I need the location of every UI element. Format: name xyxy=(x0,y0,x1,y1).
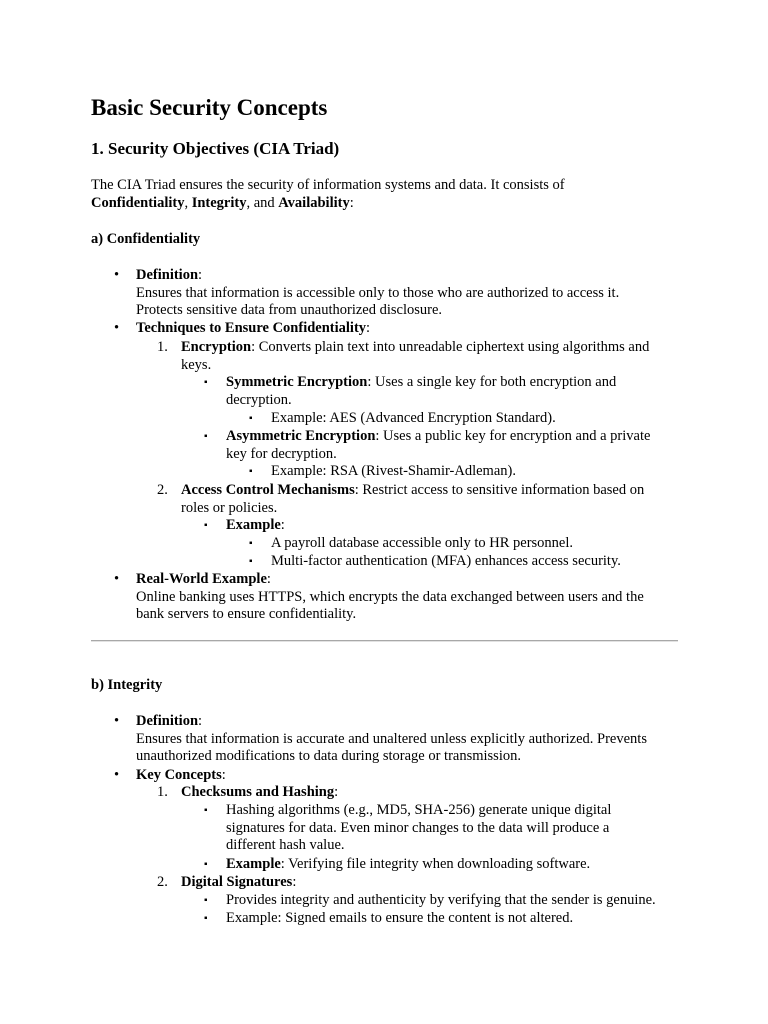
real-world-text-line-2: bank servers to ensure confidentiality. xyxy=(136,606,357,622)
list-number: 2. xyxy=(157,874,168,890)
colon: : xyxy=(366,320,371,336)
integrity-definition-line-1: Ensures that information is accurate and unaltered unless explicitly authorized. Prevents xyxy=(136,730,647,747)
colon: : xyxy=(198,267,203,283)
bullet-square-icon: ▪ xyxy=(204,859,208,870)
key-concepts-heading xyxy=(136,767,679,785)
key-concepts-label: Key Concepts xyxy=(136,767,222,783)
symmetric-line-1 xyxy=(226,374,679,392)
bullet-disc-icon: • xyxy=(114,571,120,587)
real-world-heading xyxy=(136,571,679,589)
hashing-line-1: Hashing algorithms (e.g., MD5, SHA-256) generate unique digital xyxy=(226,802,612,818)
bullet-square-icon: ▪ xyxy=(204,431,208,442)
bullet-disc-icon: • xyxy=(114,767,120,783)
section-divider xyxy=(91,640,678,642)
cia-intro-paragraph xyxy=(91,177,679,212)
symmetric-line-2: decryption. xyxy=(226,391,292,408)
colon: : xyxy=(266,571,271,587)
list-item-example-heading xyxy=(204,517,679,535)
list-item-symmetric-example xyxy=(249,410,679,428)
definition-label: Definition xyxy=(136,713,199,729)
bullet-square-icon: ▪ xyxy=(249,538,253,549)
cia-intro-line-2 xyxy=(91,195,679,213)
list-item-key-concepts xyxy=(114,767,679,785)
bullet-square-icon: ▪ xyxy=(204,913,208,924)
list-item-symmetric-encryption xyxy=(204,374,679,409)
asymmetric-label: Asymmetric Encryption xyxy=(226,428,376,444)
colon: : xyxy=(280,517,285,533)
list-item-real-world-example xyxy=(114,571,679,624)
access-control-line-1 xyxy=(181,482,679,500)
asymmetric-line-2: key for decryption. xyxy=(226,445,337,462)
list-item-integrity-definition xyxy=(114,713,679,766)
subheading-integrity: b) Integrity xyxy=(91,677,163,693)
bullet-square-icon: ▪ xyxy=(204,895,208,906)
cia-intro-line-1: The CIA Triad ensures the security of information systems and data. It consists of xyxy=(91,177,565,193)
colon: : xyxy=(334,784,339,800)
symmetric-label: Symmetric Encryption xyxy=(226,374,368,390)
real-world-text-line-1: Online banking uses HTTPS, which encrypts the data exchanged between users and the xyxy=(136,588,644,605)
bullet-square-icon: ▪ xyxy=(249,466,253,477)
list-item-hashing xyxy=(204,802,679,855)
list-number: 2. xyxy=(157,482,168,498)
section-heading-cia: 1. Security Objectives (CIA Triad) xyxy=(91,139,340,158)
real-world-label: Real-World Example xyxy=(136,571,267,587)
term-integrity: Integrity xyxy=(191,194,247,211)
checksums-heading xyxy=(181,784,679,802)
separator: , and xyxy=(246,194,279,211)
list-number: 1. xyxy=(157,339,168,355)
encryption-label: Encryption xyxy=(181,339,252,355)
term-confidentiality: Confidentiality xyxy=(91,194,185,211)
checksums-label: Checksums and Hashing xyxy=(181,784,335,800)
bullet-square-icon: ▪ xyxy=(249,556,253,567)
symmetric-example-text: Example: AES (Advanced Encryption Standard). xyxy=(271,410,556,426)
asymmetric-example-text: Example: RSA (Rivest-Shamir-Adleman). xyxy=(271,463,516,479)
integrity-example-text: : Verifying file integrity when downloading software. xyxy=(280,856,591,872)
integrity-definition-line-2: unauthorized modifications to data during storage or transmission. xyxy=(136,748,521,764)
bullet-square-icon: ▪ xyxy=(249,413,253,424)
access-control-label: Access Control Mechanisms xyxy=(181,482,355,498)
hashing-line-3: different hash value. xyxy=(226,837,345,853)
bullet-disc-icon: • xyxy=(114,320,120,336)
encryption-line-1 xyxy=(181,339,679,357)
definition-label: Definition xyxy=(136,267,199,283)
document-title: Basic Security Concepts xyxy=(91,95,328,120)
encryption-text: : Converts plain text into unreadable ciphertext using algorithms and xyxy=(251,339,650,355)
example-1-text: A payroll database accessible only to HR personnel. xyxy=(271,535,574,551)
access-control-line-2: roles or policies. xyxy=(181,499,278,516)
asymmetric-line-1 xyxy=(226,428,679,446)
digital-signatures-heading xyxy=(181,874,679,892)
hashing-line-2: signatures for data. Even minor changes to the data will produce a xyxy=(226,819,610,836)
bullet-square-icon: ▪ xyxy=(204,377,208,388)
numbered-item-access-control xyxy=(157,482,679,517)
integrity-definition-heading xyxy=(136,713,679,731)
bullet-square-icon: ▪ xyxy=(204,805,208,816)
techniques-label: Techniques to Ensure Confidentiality xyxy=(136,320,367,336)
list-item-digital-signatures-2 xyxy=(204,910,679,928)
list-item-asymmetric-encryption xyxy=(204,428,679,463)
term-availability: Availability xyxy=(278,194,350,211)
list-item-asymmetric-example xyxy=(249,463,679,481)
symmetric-text: : Uses a single key for both encryption and xyxy=(367,374,617,390)
definition-text-line-1: Ensures that information is accessible only to those who are authorized to access it. xyxy=(136,284,620,301)
integrity-example-line xyxy=(226,856,679,874)
bullet-square-icon: ▪ xyxy=(204,520,208,531)
definition-heading xyxy=(136,267,679,285)
list-number: 1. xyxy=(157,784,168,800)
list-item-techniques xyxy=(114,320,679,338)
definition-text-line-2: Protects sensitive data from unauthorized disclosure. xyxy=(136,302,443,318)
encryption-line-2: keys. xyxy=(181,356,212,373)
numbered-item-checksums xyxy=(157,784,679,802)
access-control-text: : Restrict access to sensitive information based on xyxy=(354,482,645,498)
digital-signatures-text-2: Example: Signed emails to ensure the content is not altered. xyxy=(226,910,574,926)
numbered-item-digital-signatures xyxy=(157,874,679,892)
numbered-item-encryption xyxy=(157,339,679,374)
bullet-disc-icon: • xyxy=(114,267,120,283)
example-label: Example xyxy=(226,517,281,533)
colon: : xyxy=(221,767,226,783)
example-2-text: Multi-factor authentication (MFA) enhances access security. xyxy=(271,553,621,569)
list-item-example-2 xyxy=(249,553,679,571)
list-item-definition xyxy=(114,267,679,320)
bullet-disc-icon: • xyxy=(114,713,120,729)
example-label: Example xyxy=(226,856,281,872)
colon: : xyxy=(198,713,203,729)
example-heading xyxy=(226,517,679,535)
subheading-confidentiality: a) Confidentiality xyxy=(91,231,201,247)
list-item-integrity-example xyxy=(204,856,679,874)
separator: , xyxy=(184,194,192,211)
separator: : xyxy=(349,194,354,211)
techniques-heading xyxy=(136,320,679,338)
digital-signatures-text-1: Provides integrity and authenticity by verifying that the sender is genuine. xyxy=(226,892,656,908)
list-item-example-1 xyxy=(249,535,679,553)
digital-signatures-label: Digital Signatures xyxy=(181,874,293,890)
asymmetric-text: : Uses a public key for encryption and a private xyxy=(375,428,651,444)
colon: : xyxy=(292,874,297,890)
list-item-digital-signatures-1 xyxy=(204,892,679,910)
